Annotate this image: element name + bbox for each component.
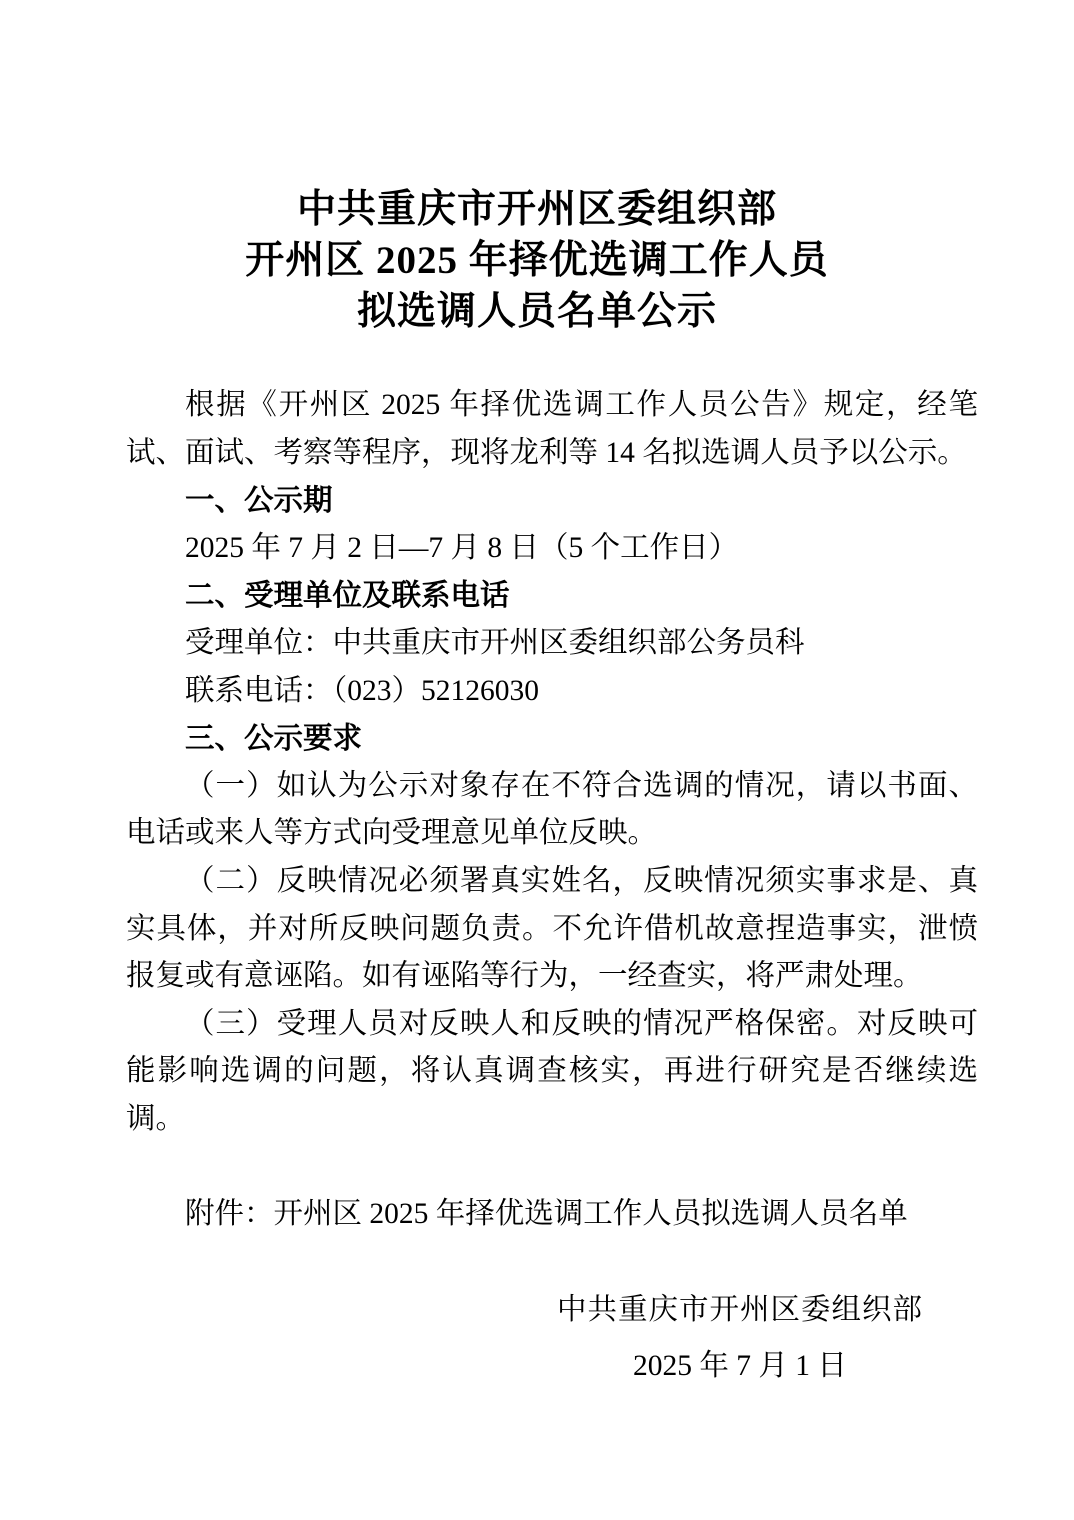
signature-organization: 中共重庆市开州区委组织部 xyxy=(556,1294,923,1326)
title-line-2: 开州区 2025 年择优选调工作人员 xyxy=(245,239,829,282)
section-3-heading: 三、公示要求 xyxy=(185,722,363,756)
requirement-item-1: （一）如认为公示对象存在不符合选调的情况，请以书面、电话或来人等方式向受理意见单位反映。 xyxy=(126,769,978,850)
signature-block xyxy=(556,1287,924,1390)
attachment-line: 附件：开州区 2025 年择优选调工作人员拟选调人员名单 xyxy=(185,1198,908,1231)
section-2-heading: 二、受理单位及联系电话 xyxy=(185,579,510,613)
accepting-unit-line: 受理单位：中共重庆市开州区委组织部公务员科 xyxy=(185,626,805,659)
intro-paragraph: 根据《开州区 2025 年择优选调工作人员公告》规定，经笔试、面试、考察等程序，现将龙利等 14 名拟选调人员予以公示。 xyxy=(126,389,978,469)
signature-date: 2025 年 7 月 1 日 xyxy=(633,1349,847,1382)
title-line-3: 拟选调人员名单公示 xyxy=(356,290,717,333)
title-line-1: 中共重庆市开州区委组织部 xyxy=(296,188,777,231)
document-title xyxy=(0,184,1074,337)
contact-phone-line: 联系电话：（023）52126030 xyxy=(185,674,540,707)
section-1-heading: 一、公示期 xyxy=(185,484,333,518)
document-body xyxy=(126,382,978,1239)
requirement-item-2: （二）反映情况必须署真实姓名，反映情况须实事求是、真实具体，并对所反映问题负责。不允许借机故意捏造事实，泄愤报复或有意诬陷。如有诬陷等行为，一经查实，将严肃处理。 xyxy=(126,864,978,993)
publicity-period: 2025 年 7 月 2 日—7 月 8 日（5 个工作日） xyxy=(185,531,739,564)
requirement-item-3: （三）受理人员对反映人和反映的情况严格保密。对反映可能影响选调的问题，将认真调查核实，再进行研究是否继续选调。 xyxy=(126,1007,978,1135)
